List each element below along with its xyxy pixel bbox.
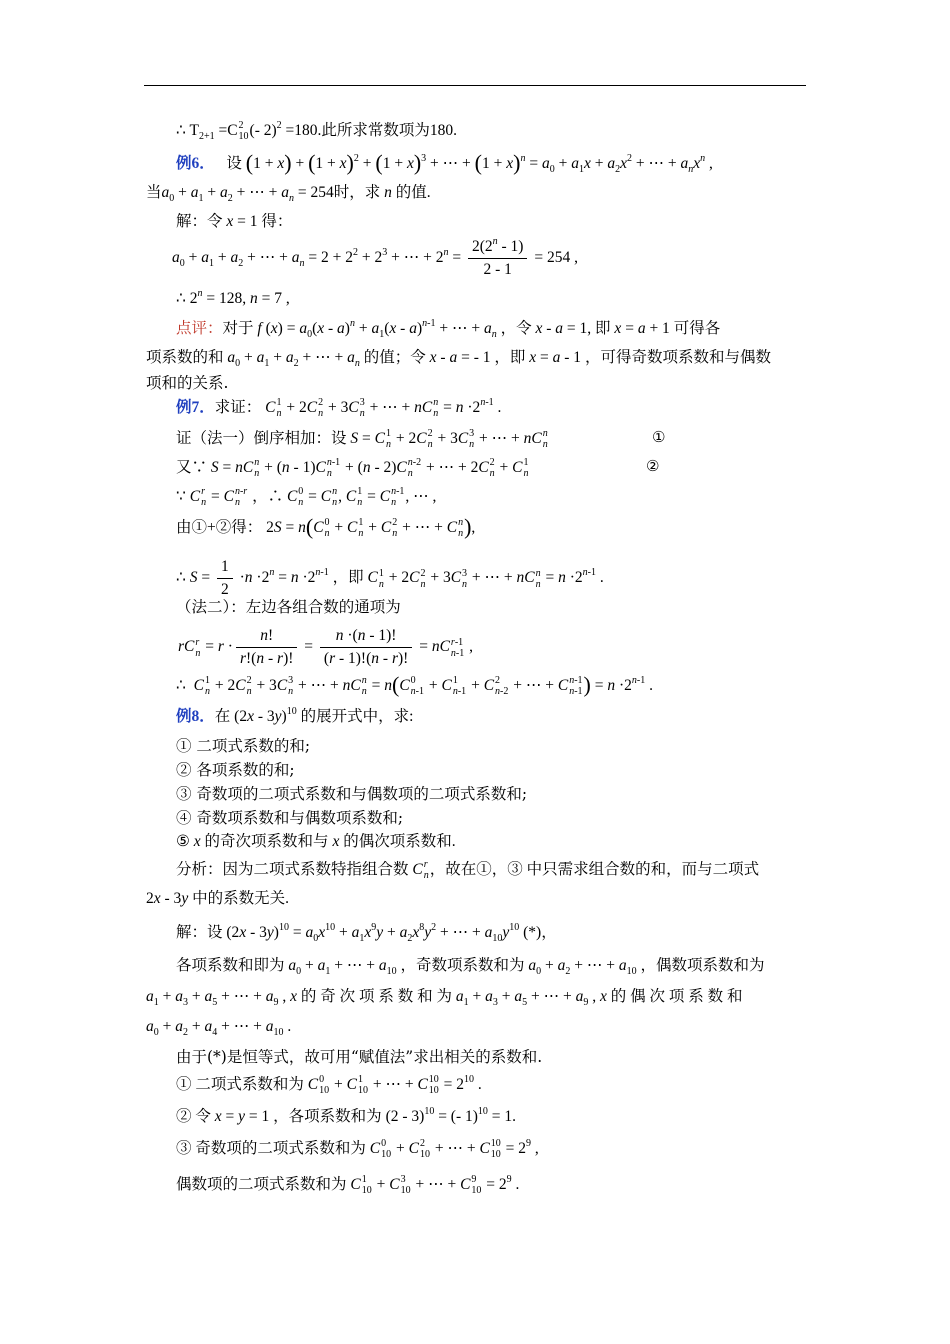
proof-conclusion: ∴ S = $\frac{1}{2}$ $\cdot n \cdot 2^n = n \cdot 2^{n-1}$ ，即 C 1 n + 2C 2 n + 3C 3 n + ⋯ + nC n n = $n \cdot 2^{n-1}$ . [176,558,604,598]
comment-line-1: 点评：对于 f $(x) = a_0(x - a)^n + a_1(x - a)^{n-1}$ + ⋯ + $a_n$ ，令 x - a = 1, 即 x = a + 1 可得各 [176,318,721,340]
analysis-line-2: 2x - 3y 中的系数无关. [146,890,289,907]
question-2: ② 各项系数的和; [176,761,295,779]
equation-tag-2: ② [646,457,660,475]
equation-tag-1: ① [652,428,666,446]
example-7-statement: 例7．求证： C 1 n + 2C 2 n + 3C 3 n + ⋯ + nC n n = $n \cdot 2^{n-1}$ . [176,397,502,420]
proof-method-1: 证（法一）倒序相加：设 S = C 1 n + 2C 2 n + 3C 3 n + ⋯ + nC n n [176,428,548,451]
answer-2: ② 令 x = y = 1 ，各项系数和为 (2 - 3)$^{10}$ = (- 1)$^{10}$ = 1. [176,1106,517,1125]
example-6-statement: 例6． 设 $(1 + x) + (1 + x)^2 + (1 + x)^3$ + ⋯ + $(1 + x)^n = a_0 + a_1x + a_2x^2$ + ⋯ + $a_nx^n$ , [176,150,713,175]
proof-method-2-result: ∴ C 1 n + 2C 2 n + 3C 3 n + ⋯ + nC n n = n(C 0 n-1 + C 1 n-1 + C 2 n-2 + ⋯ + C n-1 n-1 ) = $n \cdot 2^{n-1}$ . [176,672,654,698]
line-constant-term: ∴ $T_{2+1} =C$ 2 10 (- 2)$^2$ =180.此所求常数项为180. [176,120,458,143]
header-rule [144,85,806,86]
solution-sum: $a_0 + a_1 + a_2$ + ⋯ + $a_n = 2 + 2^2 + 2^3$ + ⋯ + $2^n$ = $\frac{2(2^n - 1)}{2 - 1}$ = 254 , [172,236,578,278]
question-4: ④ 奇数项系数和与偶数项系数和; [176,809,404,827]
proof-method-2: （法二）：左边各组合数的通项为 [176,598,401,616]
answer-3-odd: ③ 奇数项的二项式系数和为 C 0 10 + C 2 10 + ⋯ + C 10 10 = $2^9$ , [176,1138,539,1161]
solution-8-assign: 由于(*)是恒等式，故可用“赋值法”求出相关的系数和. [176,1048,543,1066]
solution-result: ∴ $2^n = 128$, n = 7 , [176,288,290,307]
solution-let-x: 解：令 x = 1 得： [176,213,293,230]
proof-add: 由①+②得： 2S = n(C 0 n + C 1 n + C 2 n + ⋯ + C n n ), [176,514,476,540]
question-1: ① 二项式系数的和; [176,737,311,755]
solution-8-sums-1: 各项系数和即为 $a_0 + a_1$ + ⋯ + $a_{10}$ ，奇数项系数和为 $a_0 + a_2$ + ⋯ + $a_{10}$ ，偶数项系数和为 [176,957,765,977]
proof-symmetry: ∵ C r n = C n-r n ，∴ C 0 n = C n n , C 1 n = C n-1 n , ⋯ , [176,486,437,509]
example-6-condition: 当$a_0 + a_1 + a_2$ + ⋯ + $a_n = 254$时，求 n 的值. [146,184,431,204]
solution-8-sums-3: $a_0 + a_2 + a_4$ + ⋯ + $a_{10}$ . [146,1018,292,1038]
answer-3-even: 偶数项的二项式系数和为 C 1 10 + C 3 10 + ⋯ + C 9 10 = $2^9$ . [176,1174,520,1197]
question-3: ③ 奇数项的二项式系数和与偶数项的二项式系数和; [176,785,528,803]
comment-line-3: 项和的关系. [146,374,229,392]
proof-general-term: rC r n = r · $\frac{n!}{r!(n - r)!}$ = $\frac{n \cdot(n - 1)!}{(r - 1)!(n - r)!}$ = nC r-1 n-1 , [178,627,473,667]
analysis-line-1: 分析：因为二项式系数特指组合数 C r n ，故在①，③ 中只需求组合数的和，而与二项式 [176,859,760,882]
question-5: ⑤ x 的奇次项系数和与 x 的偶次项系数和. [176,833,456,850]
example-8-statement: 例8．在 (2x - 3y)$^{10}$ 的展开式中，求: [176,706,414,725]
solution-8-sums-2: $a_1 + a_3 + a_5$ + ⋯ + $a_9$ , x 的 奇 次 项 系 数 和 为 $a_1 + a_3 + a_5$ + ⋯ + $a_9$ , x 的 偶 次 项 系 数 和 [146,988,743,1008]
comment-line-2: 项系数的和 $a_0 + a_1 + a_2$ + ⋯ + $a_n$ 的值；令 x - a = - 1 ，即 x = a - 1 ，可得奇数项系数和与偶数 [146,349,771,369]
solution-8-expansion: 解：设 $(2x - 3y)^{10} = a_0x^{10} + a_1x^9y + a_2x^8y^2$ + ⋯ + $a_{10}y^{10}$ (*)， [176,922,557,944]
proof-reverse-sum: 又∵ S = nC n n + (n - 1)C n-1 n + (n - 2)C n-2 n + ⋯ + 2C 2 n + C 1 n [176,457,529,480]
answer-1: ① 二项式系数和为 C 0 10 + C 1 10 + ⋯ + C 10 10 = $2^{10}$ . [176,1074,482,1097]
